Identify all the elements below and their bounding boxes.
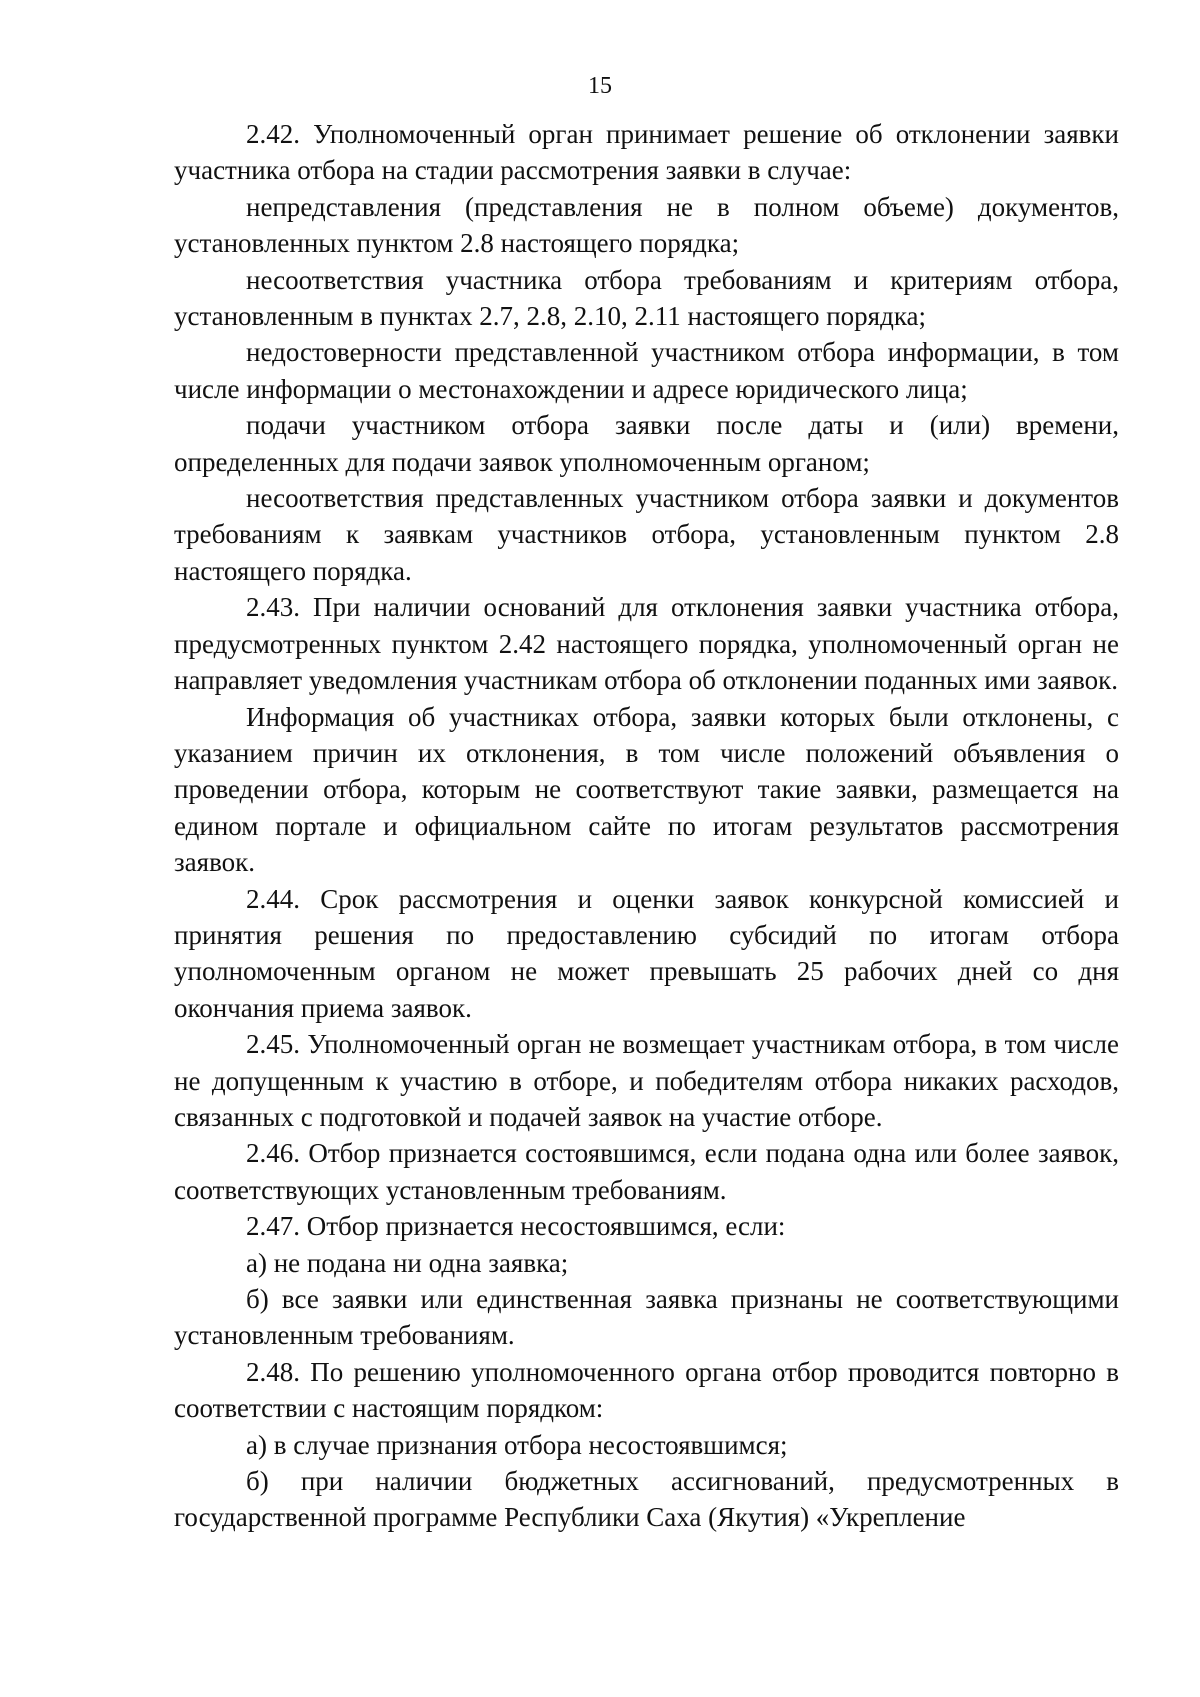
paragraph: б) при наличии бюджетных ассигнований, предусмотренных в государственной программе Республики Саха (Якутия) «Укрепление bbox=[174, 1466, 1119, 1533]
paragraph: а) в случае признания отбора несостоявшимся; bbox=[246, 1429, 788, 1460]
paragraph: подачи участником отбора заявки после даты и (или) времени, определенных для подачи заявок уполномоченным органом; bbox=[174, 410, 1119, 477]
paragraph: несоответствия участника отбора требованиям и критериям отбора, установленным в пунктах 2.7, 2.8, 2.10, 2.11 настоящего порядка; bbox=[174, 264, 1119, 332]
page-number: 15 bbox=[588, 73, 612, 99]
paragraph: 2.44. Срок рассмотрения и оценки заявок конкурсной комиссией и принятия решения по предоставлению субсидий по итогам отбора уполномоченным органом не может превышать 25 рабочих дней со дня окончания приема заявок. bbox=[174, 883, 1119, 1023]
paragraph: 2.48. По решению уполномоченного органа отбор проводится повторно в соответствии с настоящим порядком: bbox=[174, 1356, 1119, 1424]
document-body bbox=[174, 116, 1119, 1536]
paragraph: 2.45. Уполномоченный орган не возмещает участникам отбора, в том числе не допущенным к участию в отборе, и победителям отбора никаких расходов, связанных с подготовкой и подачей заявок на участие отборе. bbox=[174, 1029, 1119, 1132]
paragraph: 2.47. Отбор признается несостоявшимся, если: bbox=[246, 1211, 786, 1242]
paragraph: 2.43. При наличии оснований для отклонения заявки участника отбора, предусмотренных пунктом 2.42 настоящего порядка, уполномоченный орган не направляет уведомления участникам отбора об отклонении поданных ими заявок. bbox=[174, 592, 1119, 696]
paragraph: 2.46. Отбор признается состоявшимся, если подана одна или более заявок, соответствующих установленным требованиям. bbox=[174, 1138, 1119, 1205]
paragraph: а) не подана ни одна заявка; bbox=[246, 1247, 569, 1278]
paragraph: Информация об участниках отбора, заявки которых были отклонены, с указанием причин их отклонения, в том числе положений объявления о проведении отбора, которым не соответствуют такие заявки, размещается на едином портале и официальном сайте по итогам результатов рассмотрения заявок. bbox=[174, 701, 1119, 878]
paragraph: б) все заявки или единственная заявка признаны не соответствующими установленным требованиям. bbox=[174, 1284, 1119, 1351]
paragraph: несоответствия представленных участником отбора заявки и документов требованиям к заявкам участников отбора, установленным пунктом 2.8 настоящего порядка. bbox=[174, 483, 1119, 586]
paragraph: недостоверности представленной участником отбора информации, в том числе информации о местонахождении и адресе юридического лица; bbox=[174, 337, 1119, 404]
paragraph: непредставления (представления не в полном объеме) документов, установленных пунктом 2.8 настоящего порядка; bbox=[174, 191, 1119, 259]
paragraph: 2.42. Уполномоченный орган принимает решение об отклонении заявки участника отбора на стадии рассмотрения заявки в случае: bbox=[174, 119, 1119, 186]
